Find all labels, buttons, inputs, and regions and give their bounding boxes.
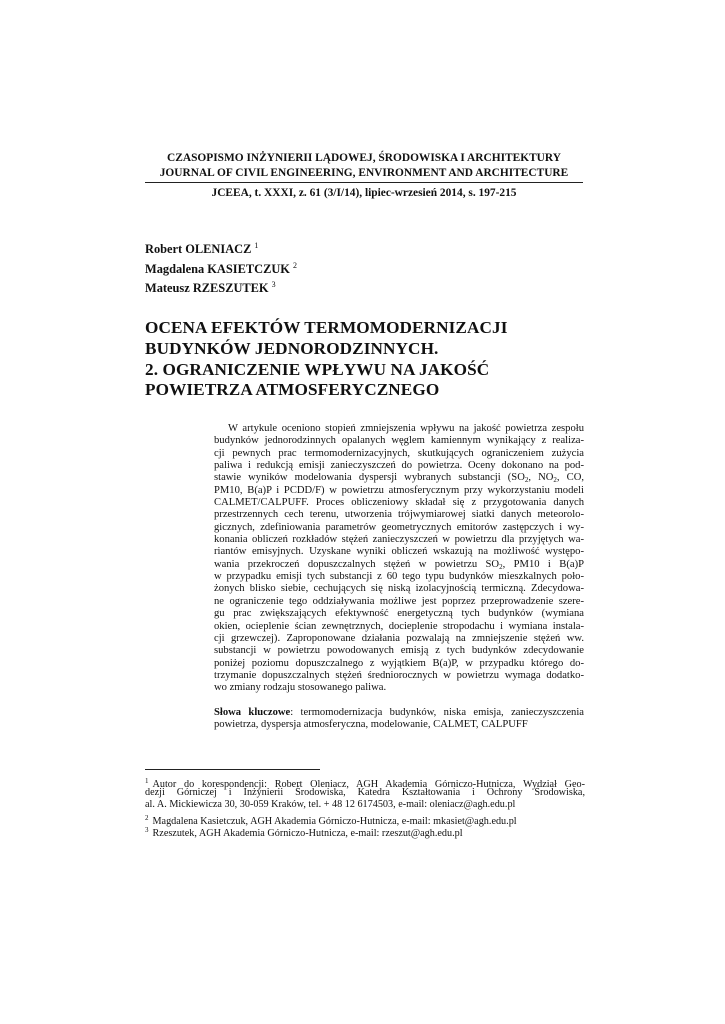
keywords-line: powietrza, dyspersja atmosferyczna, modelowanie, CALMET, CALPUFF <box>214 718 528 730</box>
keywords-label: Słowa kluczowe <box>214 706 291 718</box>
footnote-rule <box>145 769 320 770</box>
author: Magdalena KASIETCZUK $^2$ <box>145 260 297 276</box>
author: Mateusz RZESZUTEK $^3$ <box>145 280 276 295</box>
abstract-line: gicznych, zdefiniowania parametrów geometrycznych emitorów zastępczych i wy- <box>214 521 584 533</box>
author-affiliation-mark: 2 <box>292 260 297 270</box>
author-affiliation-mark: 1 <box>254 241 259 250</box>
author-list <box>145 238 297 297</box>
abstract-line: wania przekroczeń dopuszczalnych stężeń w powietrzu $SO_2$, PM10 i B(a)P <box>214 558 584 571</box>
abstract-line: konania obliczeń rozkładów stężeń zanieczyszczeń w powietrzu dla przyjętych wa- <box>214 534 584 546</box>
footnote-line: $^2$ Magdalena Kasietczuk, AGH Akademia Górniczo-Hutnicza, e-mail: mkasiet@agh.edu.pl <box>145 813 517 827</box>
journal-citation: JCEEA, t. XXXI, z. 61 (3/I/14), lipiec-wrzesień 2014, s. 197-215 <box>211 187 517 199</box>
abstract <box>214 423 584 731</box>
keywords-line: Słowa kluczowe: termomodernizacja budynków, niska emisja, zanieczyszczenia <box>214 706 584 718</box>
abstract-line: paliwa i redukcją emisji zanieczyszczeń do powietrza. Oceny dokonano na pod- <box>214 460 584 472</box>
abstract-line: żonych blisko siebie, cechujących się niską izolacyjnością termiczną. Zdecydowa- <box>214 583 584 595</box>
footnote-line: al. A. Mickiewicza 30, 30-059 Kraków, tel. + 48 12 6174503, e-mail: oleniacz@agh.edu.pl <box>145 799 516 811</box>
author-affiliation-mark: 3 <box>271 280 276 289</box>
footnote-line: $^1$ Autor do korespondencji: Robert Oleniacz, AGH Akademia Górniczo-Hutnicza, Wydział Geo- <box>145 777 585 790</box>
abstract-line: stawie wyników modelowania dyspersji wybranych substancji ($SO_2$, $NO_2$, CO, <box>214 472 584 485</box>
abstract-line: okien, ocieplenie ścian zewnętrznych, docieplenie stropodachu i wymiana instala- <box>214 620 584 632</box>
abstract-line: budynków jednorodzinnych opalanych węglem kamiennym wynikający z realiza- <box>214 435 584 447</box>
title-line: OCENA EFEKTÓW TERMOMODERNIZACJI <box>145 318 508 337</box>
title-line: BUDYNKÓW JEDNORODZINNYCH. <box>145 338 439 358</box>
journal-header <box>145 151 583 201</box>
abstract-line: W artykule oceniono stopień zmniejszenia wpływu na jakość powietrza zespołu <box>228 423 584 434</box>
abstract-line: przestrzennych cech terenu, utworzenia trójwymiarowej siatki danych meteorolo- <box>214 509 584 521</box>
keywords <box>214 707 584 732</box>
abstract-line: wo zmiany rodzaju stosowanego paliwa. <box>214 682 387 694</box>
abstract-line: w przypadku emisji tych substancji z 60 tego typu budynków mieszkalnych poło- <box>214 571 584 583</box>
journal-name-en: JOURNAL OF CIVIL ENGINEERING, ENVIRONMENT AND ARCHITECTURE <box>159 166 569 179</box>
abstract-line: trzymanie dopuszczalnych stężeń średniorocznych w powietrzu wymaga dodatko- <box>214 669 584 681</box>
abstract-line: cji grzewczej). Zaproponowane działania pozwalają na zmniejszenie stężeń ww. <box>214 632 584 644</box>
footnotes <box>145 775 585 839</box>
abstract-line: riantów emisyjnych. Uzyskane wyniki obliczeń wskazują na możliwość występo- <box>214 546 584 558</box>
footnote-number: 1 <box>145 777 149 785</box>
footnote-line: $^3$ Rzeszutek, AGH Akademia Górniczo-Hutnicza, e-mail: rzeszut@agh.edu.pl <box>145 825 463 839</box>
abstract-line: CALMET/CALPUFF. Proces obliczeniowy składał się z przygotowania danych <box>214 497 584 509</box>
title-line: POWIETRZA ATMOSFERYCZNEGO <box>145 380 440 400</box>
journal-name-pl: CZASOPISMO INŻYNIERII LĄDOWEJ, ŚRODOWISKA I ARCHITEKTURY <box>167 152 561 164</box>
abstract-line: substancji w powietrzu powodowanych emisją z tych budynków zdecydowanie <box>214 645 584 657</box>
abstract-line: cji pewnych prac termomodernizacyjnych, skutkujących ograniczeniem zużycia <box>214 447 584 459</box>
footnote-number: 3 <box>145 825 149 834</box>
title-line: 2. OGRANICZENIE WPŁYWU NA JAKOŚĆ <box>145 359 490 379</box>
footnote-number: 2 <box>145 813 149 822</box>
abstract-line: PM10, B(a)P i PCDD/F) w powietrzu atmosferycznym przy wykorzystaniu modeli <box>214 484 584 496</box>
author: Robert OLENIACZ $^1$ <box>145 241 259 256</box>
paper-title <box>145 318 585 401</box>
abstract-line: ne ograniczenie tego oddziaływania możliwe jest poprzez przeprowadzenie szere- <box>214 595 584 607</box>
abstract-line: gu prac zwiększających efektywność energetyczną tych budynków (wymiana <box>214 608 584 620</box>
footnote-line: dezji Górniczej i Inżynierii Środowiska, Katedra Kształtowania i Ochrony Środowiska, <box>145 787 585 799</box>
abstract-line: poniżej poziomu dopuszczalnego z wyjątkiem B(a)P, w przypadku którego do- <box>214 657 584 669</box>
header-rule <box>145 182 583 183</box>
